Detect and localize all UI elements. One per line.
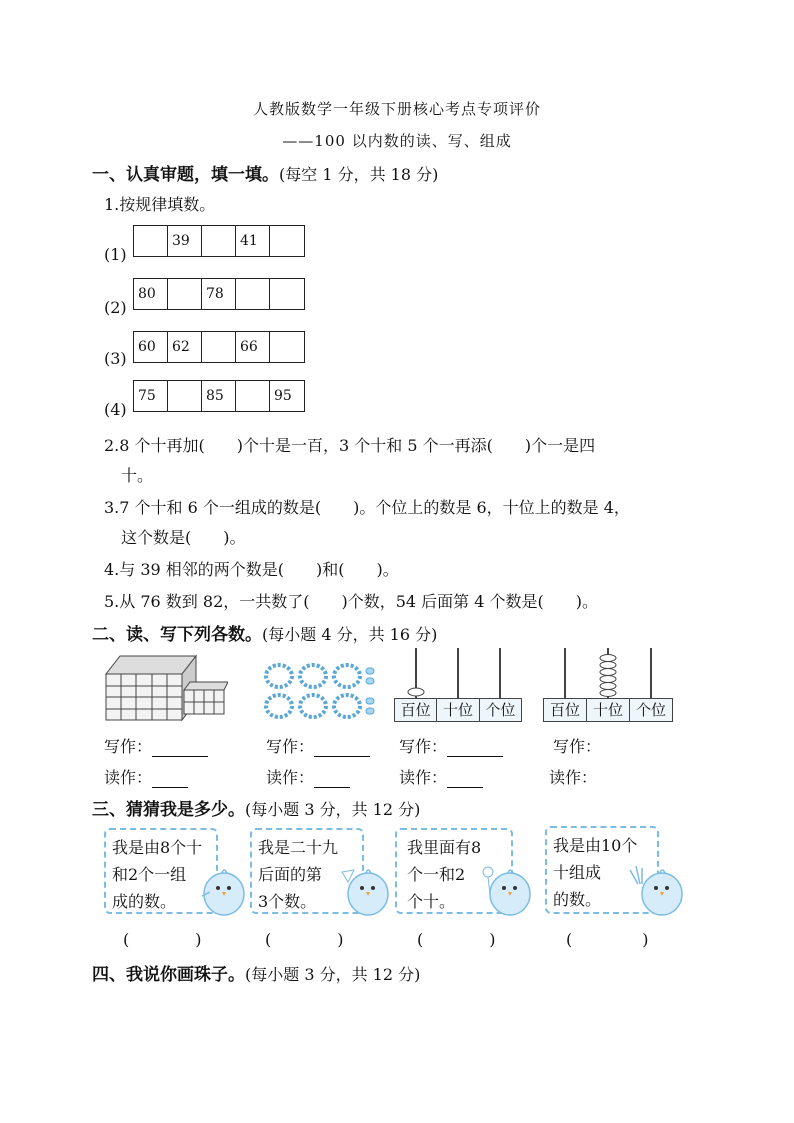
q5-text: 5.从 76 数到 82，一共数了( )个数，54 后面第 4 个数是( )。	[104, 592, 599, 611]
riddle-answer-1[interactable]	[123, 930, 202, 949]
hundred-cube-icon	[106, 656, 196, 720]
abacus-label-bar	[394, 698, 522, 722]
seq-row-4-label: (4)	[104, 400, 127, 419]
read-answer-blank[interactable]	[447, 787, 483, 788]
bead-rings-figure	[263, 660, 381, 722]
riddle-line: 的数。	[553, 890, 602, 909]
seq-cell[interactable]	[134, 226, 168, 256]
abacus-1	[394, 648, 522, 722]
seq-cell[interactable]	[270, 226, 304, 256]
read-answer-blank[interactable]	[152, 787, 188, 788]
q3-line1: 3.7 个十和 6 个一组成的数是( )。个位上的数是 6，十位上的数是 4，	[104, 498, 630, 517]
q2-line2: 十。	[121, 466, 154, 485]
paren-close: )	[195, 930, 202, 949]
section2-heading	[92, 620, 437, 645]
section4-heading	[92, 960, 420, 985]
section4-score-note: (每小题 3 分，共 12 分)	[245, 965, 421, 984]
ten-rods-icon	[184, 682, 228, 714]
chick-icon	[198, 862, 246, 918]
seq-cell[interactable]	[168, 279, 202, 309]
read-label: 读作：	[549, 768, 598, 787]
section2-score-note: (每小题 4 分，共 16 分)	[262, 625, 438, 644]
read-label: 读作：	[104, 768, 153, 787]
seq-cell: 95	[274, 388, 292, 404]
paren-open: (	[123, 930, 130, 949]
chick-icon	[340, 862, 390, 918]
seq-cell[interactable]	[236, 381, 270, 411]
write-row-2	[266, 734, 370, 757]
write-label: 写作：	[553, 737, 602, 756]
riddle-line: 我是二十九	[258, 838, 339, 857]
seq-row-1	[133, 225, 305, 257]
write-row-4	[553, 734, 601, 757]
seq-row-1-label: (1)	[104, 245, 127, 264]
seq-cell[interactable]	[202, 332, 236, 362]
q1-text: 1.按规律填数。	[104, 195, 216, 214]
page-title: 人教版数学一年级下册核心考点专项评价	[252, 100, 541, 118]
write-row-3	[399, 734, 503, 757]
paren-close: )	[337, 930, 344, 949]
bead-ring-icon	[334, 665, 360, 687]
write-label: 写作：	[104, 737, 153, 756]
abacus-label: 百位	[395, 699, 437, 721]
loose-bead-icon	[366, 708, 374, 714]
read-label: 读作：	[266, 768, 315, 787]
riddle-line: 3个数。	[258, 892, 317, 911]
write-answer-blank[interactable]	[314, 756, 370, 757]
seq-row-2	[133, 278, 305, 310]
section2-heading-text: 二、读、写下列各数。	[92, 625, 262, 645]
seq-cell: 75	[134, 381, 168, 411]
riddle-line: 十组成	[553, 863, 602, 882]
riddle-line: 我里面有8	[407, 838, 482, 857]
chick-icon	[480, 862, 532, 918]
write-label: 写作：	[399, 737, 448, 756]
write-answer-blank[interactable]	[152, 756, 208, 757]
seq-row-2-label: (2)	[104, 298, 127, 317]
abacus-label: 十位	[587, 699, 630, 721]
seq-cell: 41	[236, 226, 270, 256]
paren-open: (	[265, 930, 272, 949]
base-ten-blocks-figure	[104, 652, 228, 722]
seq-cell: 66	[236, 332, 270, 362]
abacus-rods-icon	[394, 648, 522, 698]
riddle-answer-3[interactable]	[417, 930, 496, 949]
read-row-1	[104, 765, 188, 788]
seq-cell: 60	[134, 332, 168, 362]
abacus-label: 十位	[437, 699, 479, 721]
seq-row-3	[133, 331, 305, 363]
paren-close: )	[489, 930, 496, 949]
seq-cell[interactable]	[270, 279, 304, 309]
read-row-4	[549, 765, 597, 788]
section1-score-note: (每空 1 分，共 18 分)	[279, 165, 439, 184]
seq-cell: 62	[168, 332, 202, 362]
loose-bead-icon	[366, 698, 374, 704]
section4-heading-text: 四、我说你画珠子。	[92, 965, 245, 985]
write-row-1	[104, 734, 208, 757]
bead-ring-icon	[266, 695, 292, 717]
read-label: 读作：	[399, 768, 448, 787]
bead-ring-icon	[300, 665, 326, 687]
loose-bead-icon	[366, 668, 374, 674]
abacus-label: 百位	[544, 699, 587, 721]
riddle-line: 我是由10个	[553, 836, 638, 855]
q2-line1: 2.8 个十再加( )个十是一百，3 个十和 5 个一再添( )个一是四	[104, 436, 596, 455]
riddle-line: 后面的第	[258, 865, 323, 884]
seq-cell[interactable]	[168, 381, 202, 411]
read-row-3	[399, 765, 483, 788]
seq-cell[interactable]	[236, 279, 270, 309]
paren-open: (	[417, 930, 424, 949]
riddle-answer-2[interactable]	[265, 930, 344, 949]
seq-cell: 80	[134, 279, 168, 309]
section3-heading-text: 三、猜猜我是多少。	[92, 800, 245, 820]
abacus-beads-icon	[600, 655, 616, 697]
section3-score-note: (每小题 3 分，共 12 分)	[245, 800, 421, 819]
write-label: 写作：	[266, 737, 315, 756]
abacus-label-bar	[543, 698, 673, 722]
paren-close: )	[642, 930, 649, 949]
q3-line2: 这个数是( )。	[121, 528, 246, 547]
seq-cell[interactable]	[270, 332, 304, 362]
loose-bead-icon	[366, 678, 374, 684]
abacus-2	[543, 648, 673, 722]
paren-open: (	[566, 930, 573, 949]
riddle-line: 个一和2	[407, 865, 466, 884]
seq-cell: 39	[168, 226, 202, 256]
bead-ring-icon	[266, 665, 292, 687]
section3-heading	[92, 795, 420, 820]
seq-row-4	[133, 380, 305, 412]
riddle-line: 个十。	[407, 892, 456, 911]
section1-heading	[92, 160, 438, 185]
abacus-bead-icon	[408, 688, 424, 696]
abacus-label: 个位	[485, 701, 516, 719]
abacus-rods-icon	[543, 648, 673, 698]
seq-cell[interactable]	[202, 226, 236, 256]
riddle-line: 我是由8个十	[112, 838, 203, 857]
q4-text: 4.与 39 相邻的两个数是( )和( )。	[104, 560, 399, 579]
riddle-answer-4[interactable]	[566, 930, 649, 949]
seq-cell: 85	[202, 381, 236, 411]
riddle-line: 和2个一组	[112, 865, 187, 884]
chick-icon	[626, 862, 686, 918]
seq-cell: 78	[202, 279, 236, 309]
read-row-2	[266, 765, 350, 788]
bead-ring-icon	[334, 695, 360, 717]
read-answer-blank[interactable]	[314, 787, 350, 788]
riddle-line: 成的数。	[112, 892, 177, 911]
section1-heading-text: 一、认真审题，填一填。	[92, 165, 279, 185]
seq-row-3-label: (3)	[104, 349, 127, 368]
bead-ring-icon	[300, 695, 326, 717]
write-answer-blank[interactable]	[447, 756, 503, 757]
abacus-label: 个位	[635, 701, 666, 719]
page-subtitle: ——100 以内数的读、写、组成	[282, 132, 512, 150]
